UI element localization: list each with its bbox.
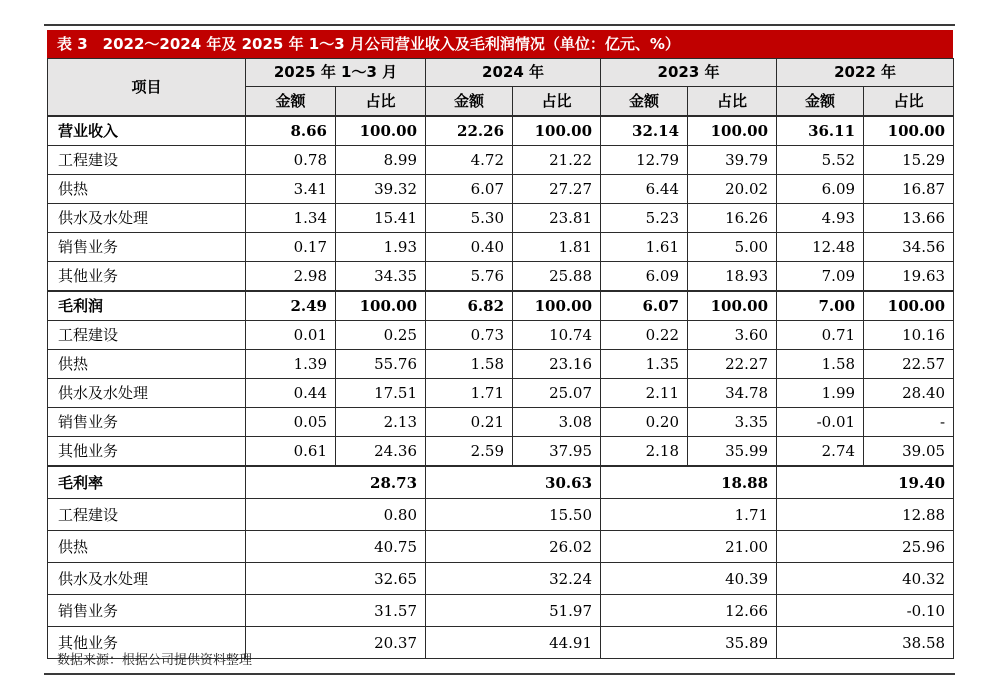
row-value: 1.34 (246, 204, 336, 233)
header-period-2024: 2024 年 (426, 59, 601, 87)
row-value: 26.02 (426, 531, 601, 563)
row-label: 销售业务 (48, 595, 246, 627)
row-label: 销售业务 (48, 233, 246, 262)
row-value: 2.74 (777, 437, 864, 467)
section-value: 19.40 (777, 466, 954, 499)
table-row (48, 379, 954, 408)
row-value: 2.98 (246, 262, 336, 292)
financial-table (47, 58, 954, 659)
row-value: 0.05 (246, 408, 336, 437)
row-value: 12.79 (601, 146, 688, 175)
header-share: 占比 (864, 87, 954, 117)
table-row (48, 321, 954, 350)
row-value: 0.17 (246, 233, 336, 262)
row-value: 34.35 (336, 262, 426, 292)
row-value: 0.44 (246, 379, 336, 408)
row-value: 18.93 (688, 262, 777, 292)
row-value: 10.74 (513, 321, 601, 350)
section-value: 100.00 (513, 291, 601, 321)
row-value: 23.81 (513, 204, 601, 233)
row-value: 31.57 (246, 595, 426, 627)
table-row (48, 233, 954, 262)
row-value: 44.91 (426, 627, 601, 659)
section-row (48, 291, 954, 321)
section-value: 100.00 (336, 116, 426, 146)
top-rule (44, 24, 955, 26)
section-label: 营业收入 (48, 116, 246, 146)
row-value: 10.16 (864, 321, 954, 350)
row-value: 2.11 (601, 379, 688, 408)
row-label: 供水及水处理 (48, 204, 246, 233)
row-value: 19.63 (864, 262, 954, 292)
header-amount: 金额 (777, 87, 864, 117)
row-value: 5.00 (688, 233, 777, 262)
row-value: 0.61 (246, 437, 336, 467)
row-value: 37.95 (513, 437, 601, 467)
table-body (48, 116, 954, 659)
section-value: 100.00 (336, 291, 426, 321)
row-value: 55.76 (336, 350, 426, 379)
header-amount: 金额 (246, 87, 336, 117)
row-value: 20.37 (246, 627, 426, 659)
section-row (48, 116, 954, 146)
row-label: 供热 (48, 350, 246, 379)
header-period-2025q1: 2025 年 1～3 月 (246, 59, 426, 87)
header-period-2023: 2023 年 (601, 59, 777, 87)
row-label: 供热 (48, 175, 246, 204)
section-value: 7.00 (777, 291, 864, 321)
row-value: 15.29 (864, 146, 954, 175)
row-value: 2.13 (336, 408, 426, 437)
row-value: 28.40 (864, 379, 954, 408)
source-note: 数据来源：根据公司提供资料整理 (57, 653, 253, 668)
row-value: 6.44 (601, 175, 688, 204)
section-value: 100.00 (688, 291, 777, 321)
row-value: 40.32 (777, 563, 954, 595)
table-row (48, 146, 954, 175)
row-value: 35.99 (688, 437, 777, 467)
row-value: 1.39 (246, 350, 336, 379)
row-value: 34.56 (864, 233, 954, 262)
table-row (48, 595, 954, 627)
row-value: 24.36 (336, 437, 426, 467)
row-value: 13.66 (864, 204, 954, 233)
row-value: 0.20 (601, 408, 688, 437)
row-value: 12.66 (601, 595, 777, 627)
row-value: 12.48 (777, 233, 864, 262)
row-value: 0.22 (601, 321, 688, 350)
row-value: 1.58 (426, 350, 513, 379)
row-label: 工程建设 (48, 146, 246, 175)
table-row (48, 204, 954, 233)
row-value: 1.81 (513, 233, 601, 262)
row-value: - (864, 408, 954, 437)
table-row (48, 262, 954, 292)
row-value: 1.93 (336, 233, 426, 262)
row-label: 工程建设 (48, 321, 246, 350)
section-value: 6.82 (426, 291, 513, 321)
table-row (48, 437, 954, 467)
section-value: 100.00 (864, 116, 954, 146)
row-value: 32.65 (246, 563, 426, 595)
row-value: 7.09 (777, 262, 864, 292)
row-label: 供水及水处理 (48, 379, 246, 408)
header-share: 占比 (336, 87, 426, 117)
row-value: 0.71 (777, 321, 864, 350)
row-value: 35.89 (601, 627, 777, 659)
row-value: 0.78 (246, 146, 336, 175)
row-value: 6.07 (426, 175, 513, 204)
row-value: 15.41 (336, 204, 426, 233)
table-row (48, 350, 954, 379)
header-amount: 金额 (601, 87, 688, 117)
table-row (48, 408, 954, 437)
row-value: 12.88 (777, 499, 954, 531)
row-value: 1.99 (777, 379, 864, 408)
row-value: 25.07 (513, 379, 601, 408)
section-value: 8.66 (246, 116, 336, 146)
row-value: 4.93 (777, 204, 864, 233)
section-label: 毛利润 (48, 291, 246, 321)
row-value: 2.18 (601, 437, 688, 467)
header-period-2022: 2022 年 (777, 59, 954, 87)
section-value: 30.63 (426, 466, 601, 499)
row-value: 0.80 (246, 499, 426, 531)
section-value: 36.11 (777, 116, 864, 146)
section-value: 6.07 (601, 291, 688, 321)
row-value: 4.72 (426, 146, 513, 175)
section-value: 100.00 (864, 291, 954, 321)
table-row (48, 175, 954, 204)
section-value: 100.00 (513, 116, 601, 146)
row-value: 0.40 (426, 233, 513, 262)
header-share: 占比 (513, 87, 601, 117)
table-row (48, 531, 954, 563)
row-value: 39.05 (864, 437, 954, 467)
row-value: 5.52 (777, 146, 864, 175)
table-row (48, 563, 954, 595)
row-value: 20.02 (688, 175, 777, 204)
row-label: 供水及水处理 (48, 563, 246, 595)
row-label: 其他业务 (48, 627, 246, 659)
row-value: 0.01 (246, 321, 336, 350)
row-value: 34.78 (688, 379, 777, 408)
section-value: 18.88 (601, 466, 777, 499)
row-value: 1.71 (601, 499, 777, 531)
row-value: 3.41 (246, 175, 336, 204)
row-value: 51.97 (426, 595, 601, 627)
section-label: 毛利率 (48, 466, 246, 499)
row-label: 工程建设 (48, 499, 246, 531)
row-value: 39.79 (688, 146, 777, 175)
row-value: 0.73 (426, 321, 513, 350)
section-value: 22.26 (426, 116, 513, 146)
row-value: 0.21 (426, 408, 513, 437)
bottom-rule (44, 673, 955, 675)
row-value: 1.35 (601, 350, 688, 379)
row-value: 3.35 (688, 408, 777, 437)
row-value: 6.09 (777, 175, 864, 204)
row-value: 3.60 (688, 321, 777, 350)
row-value: 8.99 (336, 146, 426, 175)
row-label: 供热 (48, 531, 246, 563)
row-value: 40.39 (601, 563, 777, 595)
row-value: 32.24 (426, 563, 601, 595)
row-value: 25.88 (513, 262, 601, 292)
row-value: 5.23 (601, 204, 688, 233)
row-value: 38.58 (777, 627, 954, 659)
row-value: 3.08 (513, 408, 601, 437)
row-label: 销售业务 (48, 408, 246, 437)
row-value: 21.22 (513, 146, 601, 175)
row-value: 0.25 (336, 321, 426, 350)
header-share: 占比 (688, 87, 777, 117)
row-value: 23.16 (513, 350, 601, 379)
row-value: 5.76 (426, 262, 513, 292)
row-value: 1.58 (777, 350, 864, 379)
row-value: 5.30 (426, 204, 513, 233)
row-value: 2.59 (426, 437, 513, 467)
row-value: 25.96 (777, 531, 954, 563)
section-row (48, 466, 954, 499)
table-title: 表 3 2022～2024 年及 2025 年 1～3 月公司营业收入及毛利润情况（单位：亿元、%） (47, 30, 953, 58)
row-value: 1.71 (426, 379, 513, 408)
row-value: 15.50 (426, 499, 601, 531)
row-label: 其他业务 (48, 262, 246, 292)
row-value: 22.27 (688, 350, 777, 379)
table-row (48, 499, 954, 531)
row-value: 1.61 (601, 233, 688, 262)
row-value: -0.01 (777, 408, 864, 437)
row-value: 21.00 (601, 531, 777, 563)
row-value: 16.87 (864, 175, 954, 204)
section-value: 32.14 (601, 116, 688, 146)
section-value: 2.49 (246, 291, 336, 321)
header-item: 项目 (48, 59, 246, 117)
row-value: 17.51 (336, 379, 426, 408)
row-value: 6.09 (601, 262, 688, 292)
row-value: 22.57 (864, 350, 954, 379)
section-value: 100.00 (688, 116, 777, 146)
row-value: 39.32 (336, 175, 426, 204)
row-value: 16.26 (688, 204, 777, 233)
row-label: 其他业务 (48, 437, 246, 467)
row-value: -0.10 (777, 595, 954, 627)
row-value: 27.27 (513, 175, 601, 204)
header-amount: 金额 (426, 87, 513, 117)
section-value: 28.73 (246, 466, 426, 499)
row-value: 40.75 (246, 531, 426, 563)
